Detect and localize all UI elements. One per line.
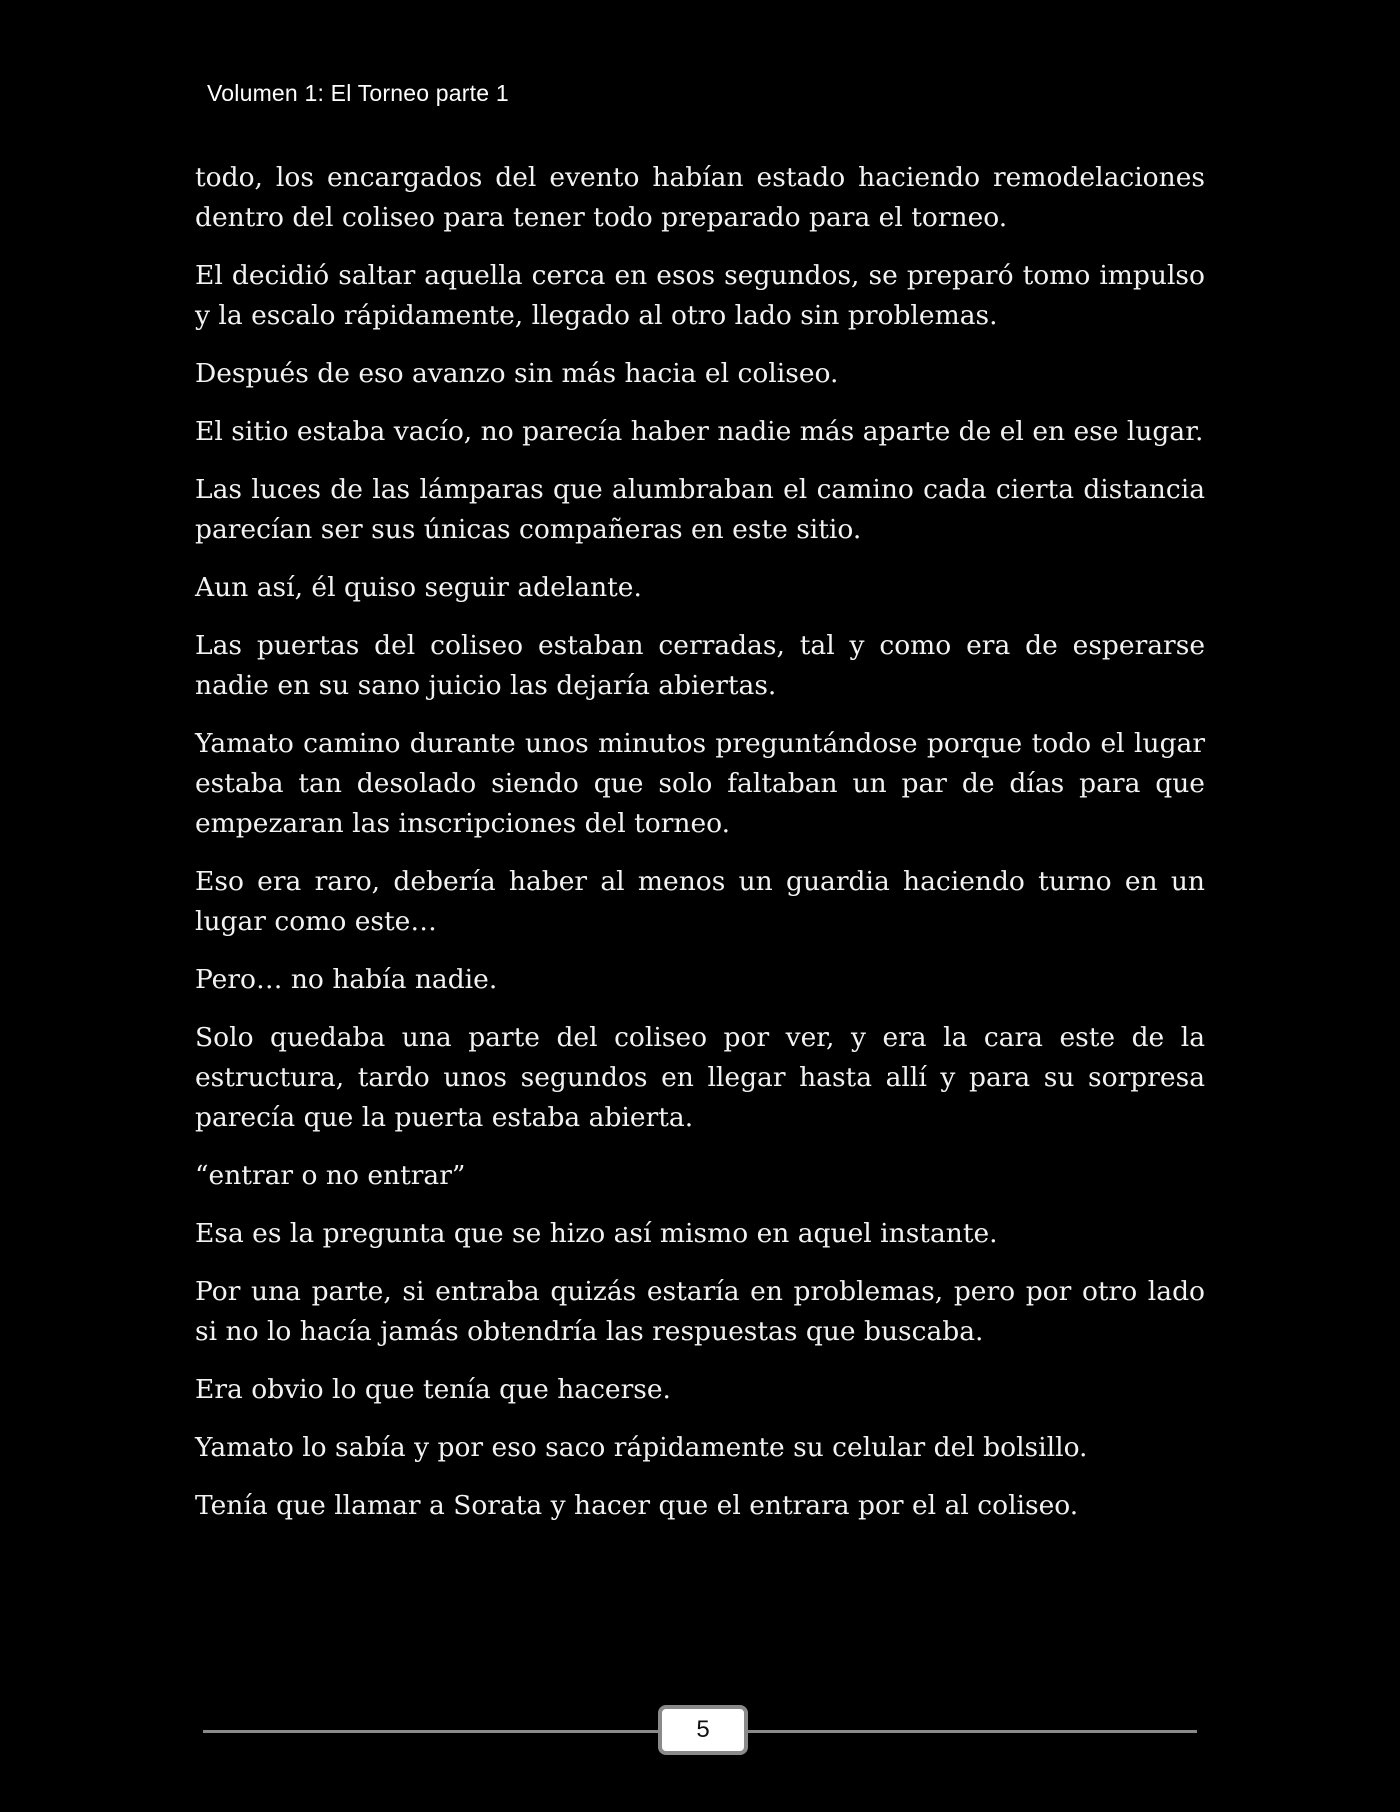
paragraph: todo, los encargados del evento habían estado haciendo remodelaciones dentro del coliseo para tener todo preparado para el torneo. [195, 162, 1205, 233]
paragraph: El sitio estaba vacío, no parecía haber nadie más aparte de el en ese lugar. [195, 416, 1204, 447]
paragraph: Las luces de las lámparas que alumbraban el camino cada cierta distancia parecían ser sus únicas compañeras en este sitio. [195, 474, 1205, 545]
paragraph: Pero… no había nadie. [195, 964, 498, 995]
paragraph: El decidió saltar aquella cerca en esos segundos, se preparó tomo impulso y la escalo rápidamente, llegado al otro lado sin problemas. [195, 260, 1205, 331]
page-number: 5 [696, 1716, 710, 1743]
running-header: Volumen 1: El Torneo parte 1 [207, 80, 509, 106]
paragraph: Solo quedaba una parte del coliseo por ver, y era la cara este de la estructura, tardo unos segundos en llegar hasta allí y para su sorpresa parecía que la puerta estaba abierta. [195, 1022, 1205, 1133]
paragraph: Yamato camino durante unos minutos preguntándose porque todo el lugar estaba tan desolado siendo que solo faltaban un par de días para que empezaran las inscripciones del torneo. [195, 728, 1205, 839]
paragraph: Eso era raro, debería haber al menos un guardia haciendo turno en un lugar como este… [195, 866, 1205, 937]
paragraph: Tenía que llamar a Sorata y hacer que el entrara por el al coliseo. [195, 1490, 1079, 1521]
paragraph: Las puertas del coliseo estaban cerradas, tal y como era de esperarse nadie en su sano juicio las dejaría abiertas. [195, 630, 1205, 701]
paragraph: Esa es la pregunta que se hizo así mismo en aquel instante. [195, 1218, 998, 1249]
paragraph: Aun así, él quiso seguir adelante. [195, 572, 642, 603]
body-text [195, 158, 1205, 1544]
page-number-box [658, 1705, 748, 1755]
paragraph: Por una parte, si entraba quizás estaría en problemas, pero por otro lado si no lo hacía jamás obtendría las respuestas que buscaba. [195, 1276, 1205, 1347]
paragraph: Después de eso avanzo sin más hacia el coliseo. [195, 358, 839, 389]
paragraph: Yamato lo sabía y por eso saco rápidamente su celular del bolsillo. [195, 1432, 1088, 1463]
paragraph: Era obvio lo que tenía que hacerse. [195, 1374, 671, 1405]
paragraph: “entrar o no entrar” [195, 1160, 466, 1191]
